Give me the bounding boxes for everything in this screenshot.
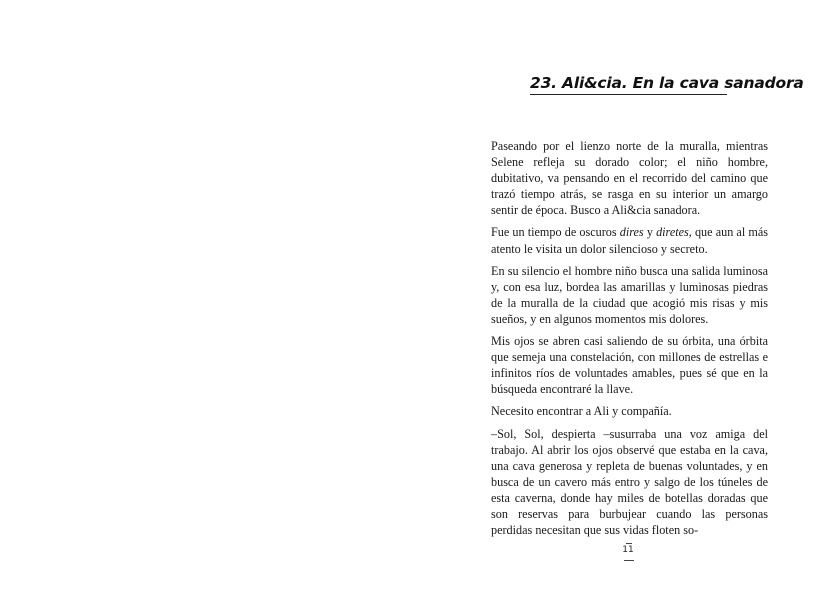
paragraph-2-text-c: , que aun al más atento le visita un dolor silencioso y secreto. — [491, 225, 769, 256]
paragraph-4: Mis ojos se abren casi saliendo de su órbita, una órbita que semeja una constelación, con millones de estrellas e infinitos ríos de voluntades amables, pues sé que en la búsqueda encontraré la llave. — [491, 334, 768, 397]
paragraph-2-text-b: y — [643, 225, 657, 240]
paragraph-1: Paseando por el lienzo norte de la muralla, mientras Selene refleja su dorado color; el niño hombre, dubitativo, va pensando en el recorrido del camino que trazó tiempo atrás, se rasga en su interior un amargo sentir de época. Busco a Ali&cia sanadora. — [491, 139, 768, 218]
paragraph-2 — [491, 224, 768, 256]
paragraph-2-italic-dires: dires — [619, 225, 644, 240]
page-number: 11 — [622, 545, 634, 555]
paragraph-2-italic-diretes: diretes — [656, 225, 689, 240]
page-number-rule-bottom — [624, 560, 634, 561]
paragraph-3: En su silencio el hombre niño busca una salida luminosa y, con esa luz, bordea las amarillas y luminosas piedras de la muralla de la ciudad que acogió mis risas y mis sueños, y en algunos momentos mis dolores. — [491, 263, 768, 326]
paragraph-5: Necesito encontrar a Ali y compañía. — [491, 404, 672, 419]
left-page-blank — [0, 0, 419, 595]
title-underline — [530, 94, 727, 95]
chapter-title: 23. Ali&cia. En la cava sanadora — [530, 74, 804, 92]
paragraph-2-text-a: Fue un tiempo de oscuros — [491, 225, 620, 240]
paragraph-6: –Sol, Sol, despierta –susurraba una voz amiga del trabajo. Al abrir los ojos observé que estaba en la cava, una cava generosa y repleta de buenas voluntades, y en busca de un cavero más entro y salgo de los túneles de esta caverna, donde hay miles de botellas doradas que son reservas para burbujear cuando las personas perdidas necesitan que sus vidas floten so- — [491, 426, 768, 538]
page-number-rule-top — [626, 543, 632, 544]
chapter-body — [491, 138, 768, 538]
